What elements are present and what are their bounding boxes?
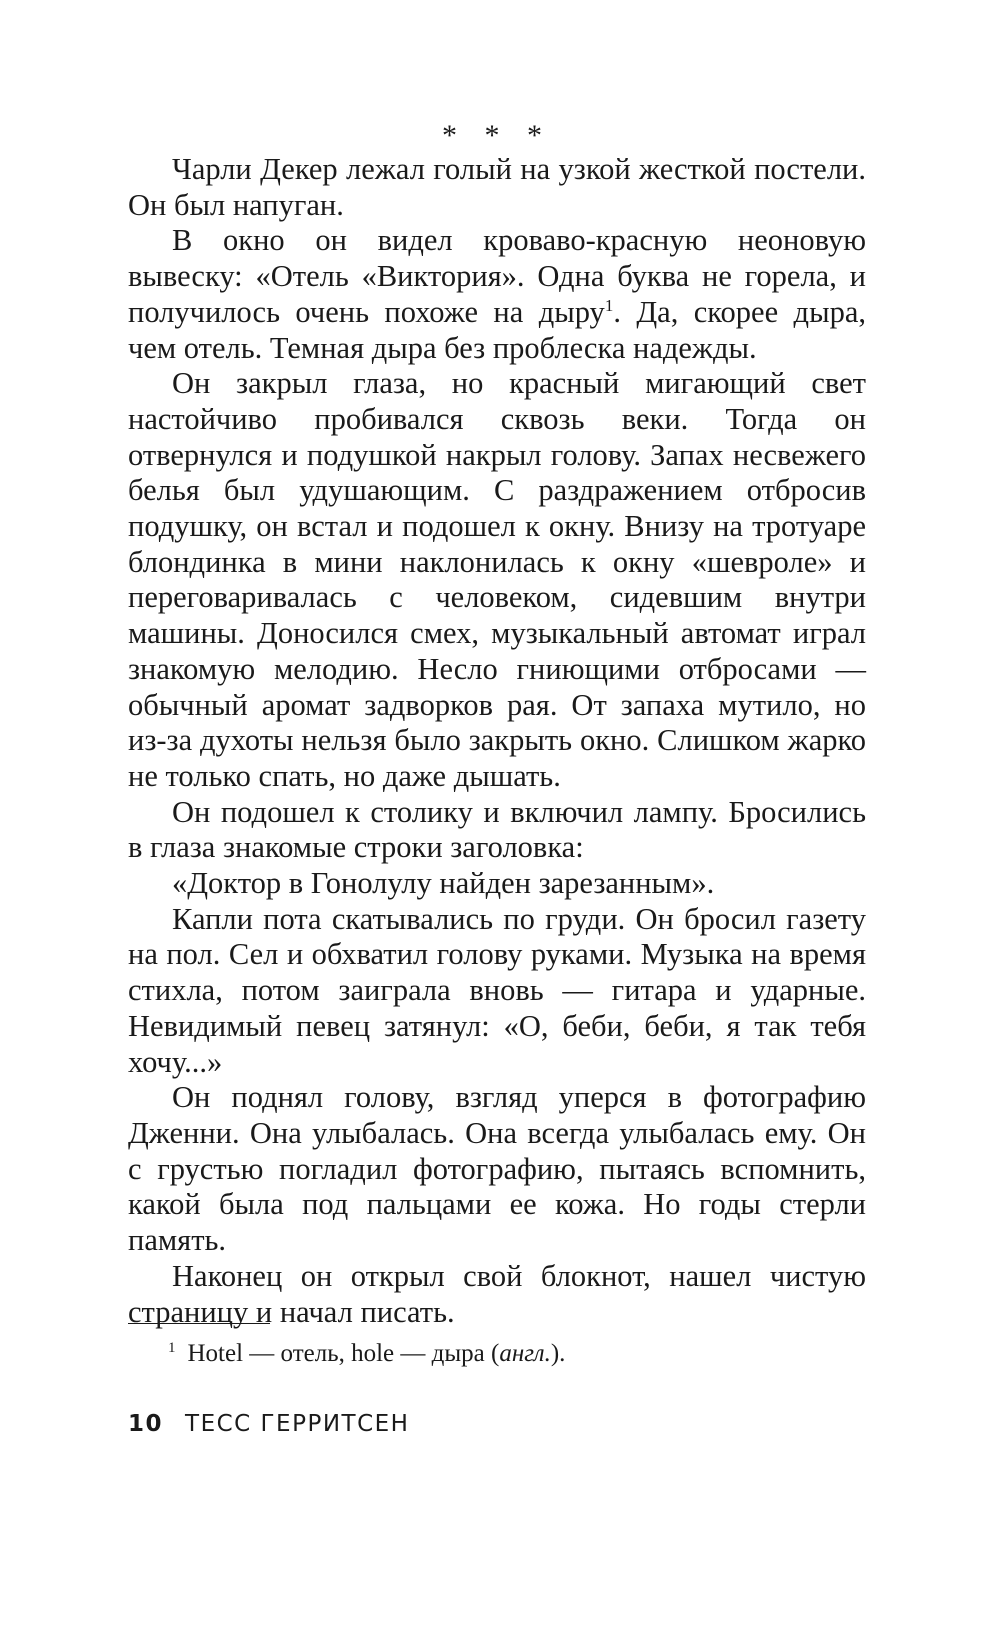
section-separator: * * *: [442, 119, 552, 152]
paragraph-1: Чарли Декер лежал голый на узкой жесткой постели. Он был напуган.: [128, 152, 866, 222]
paragraph-8: Наконец он открыл свой блокнот, нашел чистую страницу и начал писать.: [128, 1258, 866, 1329]
paragraph-3: Он закрыл глаза, но красный мигающий свет настойчиво пробивался сквозь веки. Тогда он отвернулся и подушкой накрыл голову. Запах несвежего белья был удушающим. С раздражением отбросив подушку, он встал и подошел к окну. Внизу на тротуаре блондинка в мини наклонилась к окну «шевроле» и переговаривалась с человеком, сидевшим внутри машины. Доносился смех, музыкальный автомат играл знакомую мелодию. Несло гниющими отбросами — обычный аромат задворков рая. От запаха мутило, но из-за духоты нельзя было закрыть окно. Слишком жарко не только спать, но даже дышать.: [128, 366, 866, 793]
body-text: [128, 152, 866, 1330]
paragraph-2-text-a: В окно он видел кроваво-красную неоновую вывеску: «Отель «Виктория». Одна буква не горела, и получилось очень похоже на дыру: [128, 223, 866, 329]
paragraph-2-text-b: . Да, скорее дыра, чем отель. Темная дыра без проблеска надежды.: [128, 294, 866, 365]
paragraph-2: [128, 223, 866, 366]
footnote-text-b: ).: [550, 1340, 566, 1367]
footnote-number: 1: [168, 1339, 176, 1356]
paragraph-5-headline: «Доктор в Гонолулу найден зарезанным».: [172, 866, 715, 901]
page-number: 10: [128, 1411, 164, 1437]
paragraph-4: Он подошел к столику и включил лампу. Бросились в глаза знакомые строки заголовка:: [128, 794, 866, 865]
footnote-reference: 1: [604, 295, 614, 315]
paragraph-7: Он поднял голову, взгляд уперся в фотографию Дженни. Она улыбалась. Она всегда улыбалась ему. Он с грустью погладил фотографию, пытаясь вспомнить, какой была под пальцами ее кожа. Но годы стерли память.: [128, 1080, 866, 1258]
paragraph-6: Капли пота скатывались по груди. Он бросил газету на пол. Сел и обхватил голову руками. Музыка на время стихла, потом заиграла вновь — гитара и ударные. Невидимый певец затянул: «О, беби, беби, я так тебя хочу...»: [128, 901, 866, 1079]
footnote-text-a: Hotel — отель, hole — дыра (: [187, 1340, 500, 1367]
footnote-divider: [128, 1323, 270, 1324]
footnote: [168, 1338, 868, 1370]
page-footer: [128, 1410, 409, 1438]
running-head-author: ТЕСС ГЕРРИТСЕН: [185, 1411, 410, 1437]
footnote-text-italic: англ.: [499, 1340, 551, 1367]
